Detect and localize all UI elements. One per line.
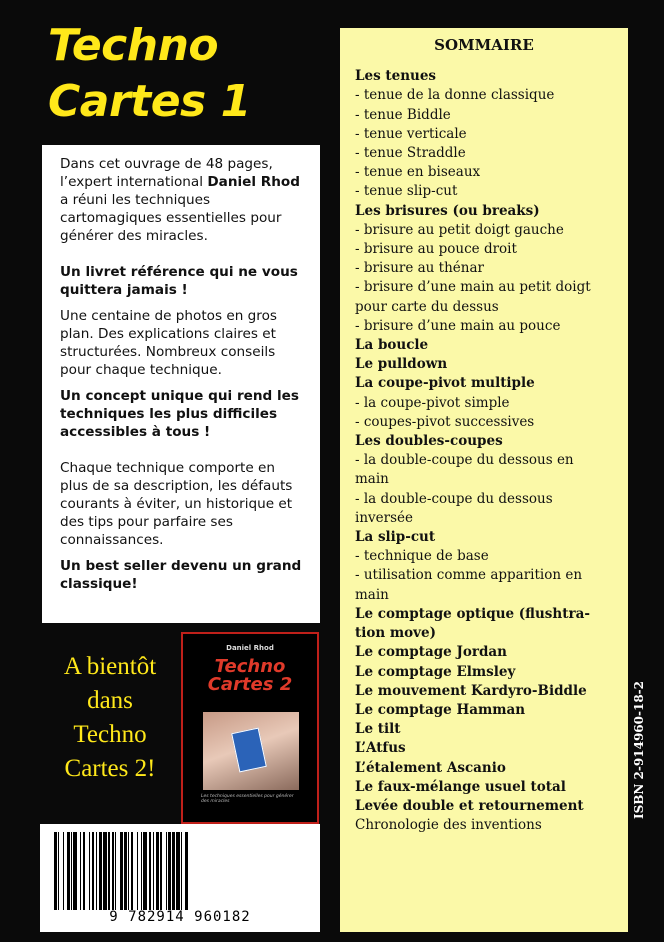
toc-item: - brisure au thénar	[355, 260, 484, 277]
description-panel	[42, 145, 320, 623]
book2-title: Techno Cartes 2	[207, 656, 293, 695]
isbn-label: ISBN 2-914960-18-2	[632, 680, 646, 820]
toc-item: tion move)	[355, 625, 436, 642]
toc-item: Les tenues	[355, 68, 437, 85]
description-intro: Dans cet ouvrage de 48 pages, l’expert international Daniel Rhod a réuni les techniques cartomagiques essentielles pour générer des miracles.	[60, 156, 300, 244]
toc-item: Les doubles-coupes	[355, 433, 503, 450]
toc-item: - utilisation comme apparition en	[355, 567, 583, 584]
toc-item: - coupes-pivot successives	[355, 413, 535, 430]
toc-item: - tenue Biddle	[355, 106, 451, 123]
toc-item: Le faux-mélange usuel total	[355, 778, 566, 795]
book2-subtitle: Les techniques essentielles pour générer des miracles	[201, 794, 294, 804]
description-paragraph-2: Une centaine de photos en gros plan. Des explications claires et structurées. Nombreux conseils pour chaque technique.	[60, 308, 277, 378]
book2-photo	[203, 712, 299, 790]
toc-item: Les brisures (ou breaks)	[355, 202, 540, 219]
barcode	[40, 824, 320, 932]
description-highlight-3: Un best seller devenu un grand classique!	[60, 558, 302, 592]
promo-text: A bientôt dans Techno Cartes 2!	[63, 653, 157, 782]
toc-item: Chronologie des inventions	[355, 817, 542, 834]
card-icon	[231, 728, 267, 773]
toc-item: La slip-cut	[355, 529, 436, 546]
toc-item: L’étalement Ascanio	[355, 759, 506, 776]
title-line-1: Techno	[48, 20, 219, 71]
toc-item: - tenue en biseaux	[355, 164, 481, 181]
barcode-bar	[188, 832, 189, 910]
description-highlight-2: Un concept unique qui rend les techniques les plus difficiles accessibles à tous !	[60, 388, 299, 440]
toc-heading: SOMMAIRE	[434, 36, 534, 54]
book2-cover-image	[181, 632, 319, 824]
author-name: Daniel Rhod	[207, 174, 300, 190]
toc-item: - technique de base	[355, 548, 489, 565]
toc-item: Le comptage Jordan	[355, 644, 507, 661]
toc-item: - la coupe-pivot simple	[355, 394, 510, 411]
toc-list	[355, 67, 628, 835]
toc-item: - tenue de la donne classique	[355, 87, 555, 104]
toc-item: - brisure d’une main au petit doigt	[355, 279, 591, 296]
title-line-2: Cartes 1	[48, 76, 251, 127]
toc-item: Le tilt	[355, 721, 401, 738]
toc-item: main	[355, 471, 389, 488]
toc-item: Le mouvement Kardyro-Biddle	[355, 682, 587, 699]
description-highlight-1: Un livret référence qui ne vous quittera jamais !	[60, 264, 298, 298]
toc-item: L’Atfus	[355, 740, 406, 757]
book2-author: Daniel Rhod	[226, 644, 274, 652]
toc-item: Le pulldown	[355, 356, 448, 373]
toc-item: - tenue verticale	[355, 125, 467, 142]
toc-item: - brisure au pouce droit	[355, 241, 517, 258]
toc-item: - brisure au petit doigt gauche	[355, 221, 564, 238]
toc-item: - la double-coupe du dessous	[355, 490, 553, 507]
toc-item: - brisure d’une main au pouce	[355, 317, 561, 334]
barcode-bars	[54, 832, 306, 910]
toc-item: La boucle	[355, 337, 429, 354]
toc-item: Le comptage optique (flushtra-	[355, 605, 590, 622]
barcode-number: 9 782914 960182	[109, 909, 251, 925]
toc-item: - tenue slip-cut	[355, 183, 458, 200]
toc-item: - tenue Straddle	[355, 145, 466, 162]
toc-item: Le comptage Hamman	[355, 701, 526, 718]
toc-item: - la double-coupe du dessous en	[355, 452, 574, 469]
book-title	[48, 18, 251, 130]
toc-item: La coupe-pivot multiple	[355, 375, 535, 392]
toc-item: main	[355, 586, 389, 603]
toc-item: pour carte du dessus	[355, 298, 499, 315]
toc-item: Le comptage Elmsley	[355, 663, 516, 680]
toc-item: Levée double et retournement	[355, 797, 584, 814]
toc-item: inversée	[355, 509, 413, 526]
description-paragraph-3: Chaque technique comporte en plus de sa description, les défauts courants à éviter, un historique et des tips pour parfaire ses connaissances.	[60, 460, 293, 548]
table-of-contents	[340, 28, 628, 932]
